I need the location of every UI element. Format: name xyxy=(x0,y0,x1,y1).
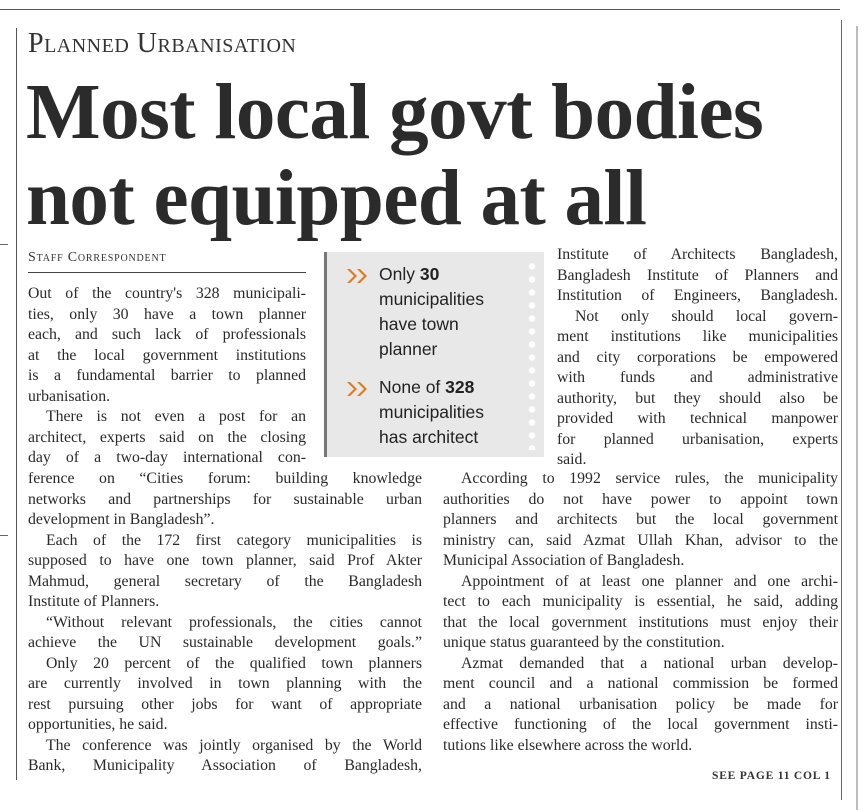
text-line: and city corporations be empowered xyxy=(557,348,838,366)
fact-item-2-line-1: None of 328 xyxy=(379,377,475,397)
text-line: ministry can, said Azmat Ullah Khan, advisor to the xyxy=(443,531,838,549)
headline-line-2: not equipped at all xyxy=(26,155,647,242)
fact-item-1-line-2: municipalities xyxy=(379,289,485,309)
text-line: Out of the country's 328 municipali- xyxy=(28,285,306,302)
text-line: There is not even a post for an xyxy=(46,408,306,425)
text-line: effective functioning of the local government insti- xyxy=(443,716,838,733)
article-col-1-bottom xyxy=(28,469,422,777)
text-line: achieve the UN sustainable development goals.” xyxy=(28,634,422,651)
text-line: According to 1992 service rules, the municipality xyxy=(461,470,838,487)
text-line: networks and partnerships for sustainable urban xyxy=(28,490,422,508)
text-line: ment council and a national commission be formed xyxy=(443,675,838,692)
text-line: “Without relevant professionals, the cities cannot xyxy=(46,613,422,631)
text-line: Not only should local govern- xyxy=(575,307,838,325)
text-line: Appointment of at least one planner and one archi- xyxy=(461,572,838,590)
text-line: day of a two-day international con- xyxy=(28,449,306,466)
text-line: planners and architects but the local government xyxy=(443,511,838,528)
text-line: Mahmud, general secretary of the Bangladesh xyxy=(28,572,422,590)
text-line: is a fundamental barrier to planned xyxy=(28,367,306,384)
fact-item-1-line-4: planner xyxy=(379,339,438,359)
text-line: ference on “Cities forum: building knowledge xyxy=(28,470,422,487)
text-line: Bangladesh Institute of Planners and xyxy=(557,266,838,284)
double-chevron-icon xyxy=(346,380,370,398)
text-line: The conference was jointly organised by the World xyxy=(46,736,422,754)
text-line: supposed to have one town planner, said Prof Akter xyxy=(28,552,422,569)
margin-tick xyxy=(0,535,8,536)
fact-item-2-line-3: has architect xyxy=(379,427,479,447)
article-col-2-bottom xyxy=(443,469,838,756)
text-line: at the local government institutions xyxy=(28,346,306,364)
text-line: rest pursuing other jobs for want of appropriate xyxy=(28,695,422,713)
headline-line-1: Most local govt bodies xyxy=(26,69,764,156)
text-line: Institute of Architects Bangladesh, xyxy=(557,246,838,263)
fact-item-1-line-3: have town xyxy=(379,314,459,334)
article-col-1-top xyxy=(28,284,306,469)
text-line: and a national urbanisation policy be made for xyxy=(443,695,838,713)
text-line: that the local government institutions must enjoy their xyxy=(443,613,838,631)
fact-item-2-line-2: municipalities xyxy=(379,402,485,422)
text-line: provided with technical manpower xyxy=(557,410,838,427)
continuation-note: SEE PAGE 11 COL 1 xyxy=(712,770,831,782)
text-line: ment institutions like municipalities xyxy=(557,328,838,345)
text-line: Bank, Municipality Association of Bangladesh, xyxy=(28,757,422,774)
text-line: said. xyxy=(557,451,587,468)
text-line: authorities do not have power to appoint town xyxy=(443,490,838,508)
text-line: urbanisation. xyxy=(28,387,111,405)
text-line: are currently involved in town planning with the xyxy=(28,675,422,692)
section-kicker: Planned Urbanisation xyxy=(28,28,297,59)
text-line: Institute of Planners. xyxy=(28,593,160,610)
text-line: Azmat demanded that a national urban develop- xyxy=(461,654,838,672)
fact-box xyxy=(324,252,544,457)
byline-rule xyxy=(28,272,306,273)
text-line: Each of the 172 first category municipalities is xyxy=(46,531,422,549)
left-column-rule xyxy=(16,28,17,780)
text-line: architect, experts said on the closing xyxy=(28,428,306,446)
text-line: tect to each municipality is essential, he said, adding xyxy=(443,593,838,610)
text-line: Institution of Engineers, Bangladesh. xyxy=(557,287,838,304)
text-line: Municipal Association of Bangladesh. xyxy=(443,552,685,569)
text-line: for planned urbanisation, experts xyxy=(557,430,838,448)
margin-tick xyxy=(0,244,8,245)
fact-box-dots xyxy=(525,260,539,450)
text-line: ties, only 30 have a town planner xyxy=(28,305,306,323)
page-edge-rule xyxy=(856,26,858,810)
text-line: Only 20 percent of the qualified town planners xyxy=(46,654,422,672)
byline: Staff Correspondent xyxy=(28,250,167,265)
double-chevron-icon xyxy=(346,267,370,285)
headline xyxy=(26,70,836,242)
text-line: authority, but they should also be xyxy=(557,389,838,407)
text-line: each, and such lack of professionals xyxy=(28,326,306,343)
text-line: tutions like elsewhere across the world. xyxy=(443,736,693,754)
text-line: development in Bangladesh”. xyxy=(28,511,215,528)
text-line: unique status guaranteed by the constitution. xyxy=(443,634,725,651)
text-line: opportunities, he said. xyxy=(28,716,168,733)
top-rule xyxy=(0,9,840,10)
fact-item-1-line-1: Only 30 xyxy=(379,264,440,284)
article-col-3-top xyxy=(557,245,838,471)
fact-box-rule xyxy=(324,252,327,457)
right-column-rule xyxy=(841,20,842,800)
text-line: with funds and administrative xyxy=(557,369,838,386)
